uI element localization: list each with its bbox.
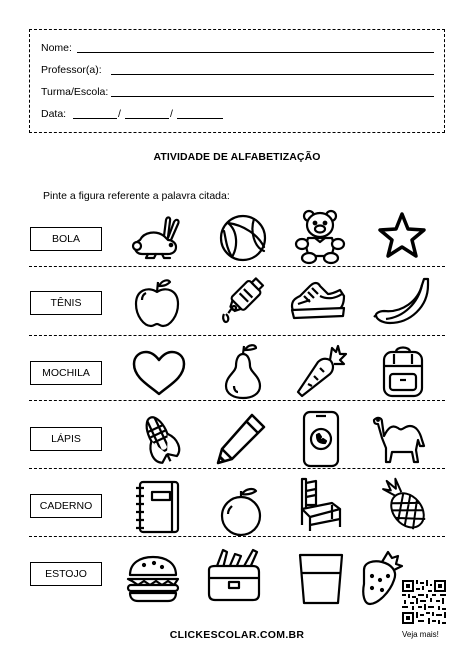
row-divider [29,400,445,401]
pear-icon[interactable] [214,342,272,400]
glue-bottle-icon[interactable] [212,272,270,330]
date-separator: / [170,108,173,120]
instruction-text: Pinte a figura referente a palavra citada: [43,190,230,202]
row-divider [29,468,445,469]
word-box: BOLA [30,227,102,251]
date-label: Data: [41,108,67,120]
name-label: Nome: [41,42,72,54]
date-year-field[interactable] [177,118,223,119]
date-row [41,105,434,123]
rabbit-icon[interactable] [128,210,186,268]
class-row [41,83,434,101]
name-field[interactable] [77,52,434,53]
word-box: ESTOJO [30,562,102,586]
name-row [41,39,434,57]
qr-code-icon[interactable] [402,580,446,624]
apple-icon[interactable] [128,274,186,332]
chair-icon[interactable] [292,475,350,533]
pineapple-icon[interactable] [374,476,432,534]
backpack-icon[interactable] [374,342,432,400]
banana-icon[interactable] [372,273,430,331]
corn-icon[interactable] [130,410,188,468]
teddy-bear-icon[interactable] [291,208,349,266]
site-url[interactable]: CLICKESCOLAR.COM.BR [169,629,305,641]
sneaker-icon[interactable] [288,272,346,330]
pencil-icon[interactable] [212,409,270,467]
class-field[interactable] [111,96,434,97]
word-box: MOCHILA [30,361,102,385]
camel-icon[interactable] [370,410,428,468]
date-separator: / [118,108,121,120]
pencil-case-icon[interactable] [205,546,263,604]
orange-icon[interactable] [212,482,270,540]
notebook-icon[interactable] [130,478,188,536]
row-divider [29,335,445,336]
glass-of-water-icon[interactable] [292,549,350,607]
carrot-icon[interactable] [290,342,348,400]
class-label: Turma/Escola: [41,86,109,98]
teacher-field[interactable] [111,74,434,75]
teacher-row [41,61,434,79]
word-box: TÊNIS [30,291,102,315]
phone-icon[interactable] [292,410,350,468]
date-month-field[interactable] [125,118,169,119]
date-day-field[interactable] [73,118,117,119]
word-box: CADERNO [30,494,102,518]
word-box: LÁPIS [30,427,102,451]
teacher-label: Professor(a): [41,64,102,76]
beach-ball-icon[interactable] [214,209,272,267]
see-more-label[interactable]: Veja mais! [402,630,439,639]
burger-icon[interactable] [124,549,182,607]
star-icon[interactable] [373,208,431,266]
activity-title: ATIVIDADE DE ALFABETIZAÇÃO [153,151,321,163]
heart-icon[interactable] [130,344,188,402]
student-info-box [29,29,445,133]
